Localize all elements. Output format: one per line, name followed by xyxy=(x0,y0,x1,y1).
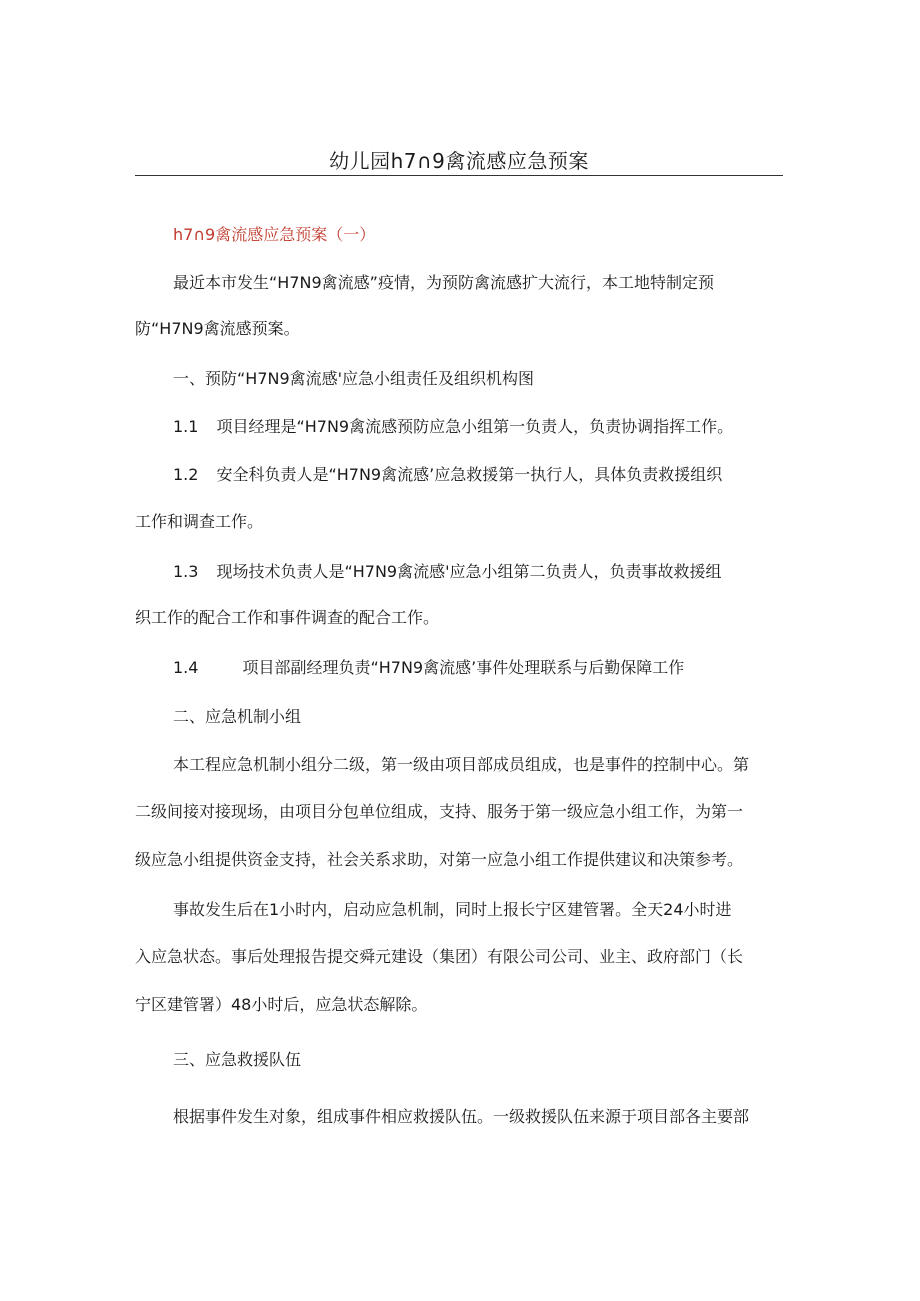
paragraph-line: 防“H7N9禽流感预案。 xyxy=(135,319,300,338)
paragraph-line: 事故发生后在1小时内，启动应急机制，同时上报长宁区建管署。全天24小时进 xyxy=(173,900,732,919)
paragraph-line: 工作和调查工作。 xyxy=(135,512,264,531)
item-number: 1.4 xyxy=(173,658,199,677)
section-heading: 二、应急机制小组 xyxy=(173,707,302,726)
section-heading: 三、应急救援队伍 xyxy=(173,1050,302,1069)
list-item xyxy=(173,561,722,583)
list-item xyxy=(173,657,684,679)
item-number: 1.2 xyxy=(173,465,199,484)
document-title: 幼儿园h7∩9禽流感应急预案 xyxy=(329,149,589,173)
list-item xyxy=(173,464,722,486)
item-text: 安全科负责人是“H7N9禽流感’应急救援第一执行人，具体负责救援组织 xyxy=(216,465,723,484)
item-number: 1.1 xyxy=(173,417,199,436)
paragraph-line: 织工作的配合工作和事件调查的配合工作。 xyxy=(135,608,440,627)
paragraph-line: 入应急状态。事后处理报告提交舜元建设（集团）有限公司公司、业主、政府部门（长 xyxy=(135,947,744,966)
paragraph-line: 级应急小组提供资金支持，社会关系求助，对第一应急小组工作提供建议和决策参考。 xyxy=(135,850,744,869)
item-text: 现场技术负责人是“H7N9禽流感'应急小组第二负责人，负责事故救援组 xyxy=(216,562,722,581)
title-underline xyxy=(135,175,783,176)
paragraph-line: 根据事件发生对象，组成事件相应救援队伍。一级救援队伍来源于项目部各主要部 xyxy=(173,1107,750,1126)
item-number: 1.3 xyxy=(173,562,199,581)
paragraph-line: 本工程应急机制小组分二级，第一级由项目部成员组成，也是事件的控制中心。第 xyxy=(173,755,750,774)
paragraph-line: 最近本市发生“H7N9禽流感”疫情，为预防禽流感扩大流行，本工地特制定预 xyxy=(173,273,714,292)
section-heading: 一、预防“H7N9禽流感'应急小组责任及组织机构图 xyxy=(173,369,535,388)
paragraph-line: 宁区建管署）48小时后，应急状态解除。 xyxy=(135,995,428,1014)
item-text: 项目部副经理负责“H7N9禽流感’事件处理联系与后勤保障工作 xyxy=(242,658,685,677)
item-text: 项目经理是“H7N9禽流感预防应急小组第一负责人，负责协调指挥工作。 xyxy=(216,417,734,436)
list-item xyxy=(173,416,733,438)
section-subtitle: h7∩9禽流感应急预案（一） xyxy=(173,225,376,244)
paragraph-line: 二级间接对接现场，由项目分包单位组成，支持、服务于第一级应急小组工作，为第一 xyxy=(135,802,744,821)
